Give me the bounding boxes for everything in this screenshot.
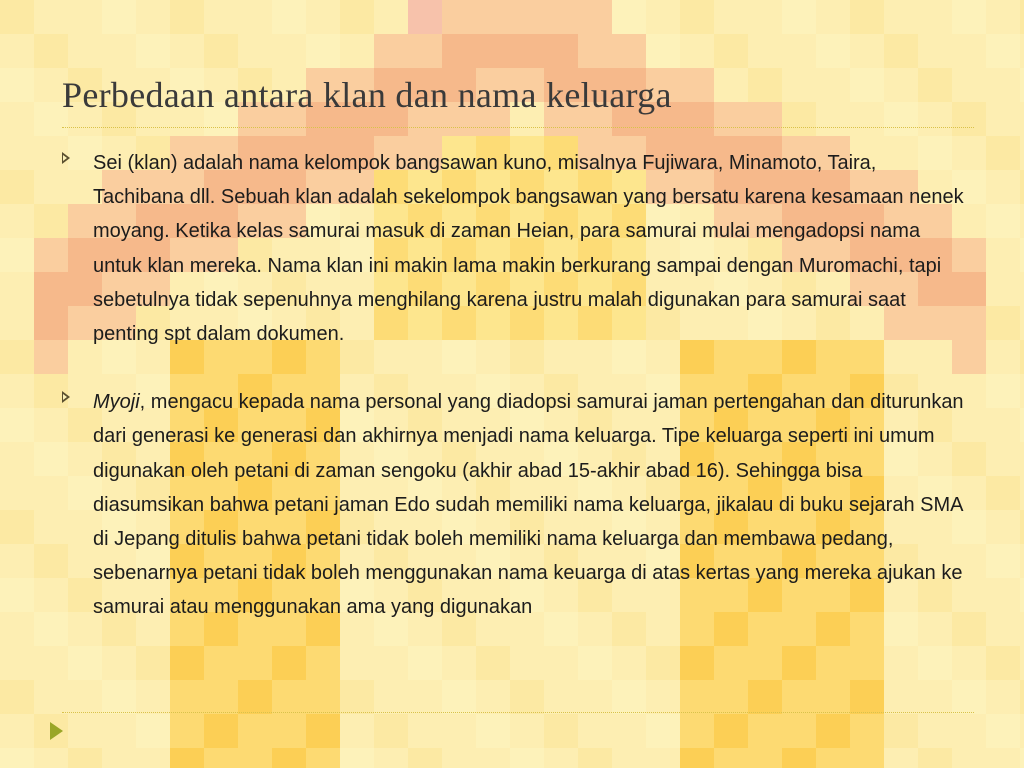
- bullet-body-myoji: , mengacu kepada nama personal yang diadopsi samurai jaman pertengahan dan diturunkan dari generasi ke generasi dan akhirnya menjadi nama keluarga. Tipe keluarga seperti ini umum digunakan oleh petani di zaman sengoku (akhir abad 15-akhir abad 16). Sehingga bisa diasumsikan bahwa petani jaman Edo sudah memiliki nama keluarga, jikalau di buku sejarah SMA di Jepang ditulis bahwa petani tidak boleh memiliki nama keluarga dan membawa pedang, sebenarnya petani tidak boleh menggunakan nama keuarga di atas kertas yang mereka ajukan ke samurai atau menggunakan ama yang digunakan: [93, 391, 964, 619]
- bullet-term-myoji: Myoji: [93, 391, 140, 414]
- bullet-text-clan: [93, 146, 967, 351]
- bullet-item-myoji: [62, 385, 967, 624]
- triangle-bullet-icon: [62, 152, 70, 164]
- slide-title: Perbedaan antara klan dan nama keluarga: [62, 75, 672, 115]
- bullet-body-clan: Sei (klan) adalah nama kelompok bangsawan kuno, misalnya Fujiwara, Minamoto, Taira, Tachibana dll. Sebuah klan adalah sekelompok bangsawan yang bersatu karena kesamaan nenek moyang. Ketika kelas samurai masuk di zaman Heian, para samurai mulai mengadopsi nama untuk klan mereka. Nama klan ini makin lama makin berkurang sampai dengan Muromachi, tapi sebetulnya tidak sepenuhnya menghilang karena justru malah digunakan para samurai saat penting spt dalam dokumen.: [93, 152, 964, 346]
- bullet-item-clan: [62, 146, 967, 351]
- footer-divider: [62, 712, 974, 713]
- bullet-text-myoji: [93, 385, 967, 624]
- triangle-bullet-icon: [62, 391, 70, 403]
- bullet-list: [62, 146, 967, 625]
- next-slide-triangle-icon[interactable]: [50, 722, 63, 740]
- title-divider: [62, 127, 974, 128]
